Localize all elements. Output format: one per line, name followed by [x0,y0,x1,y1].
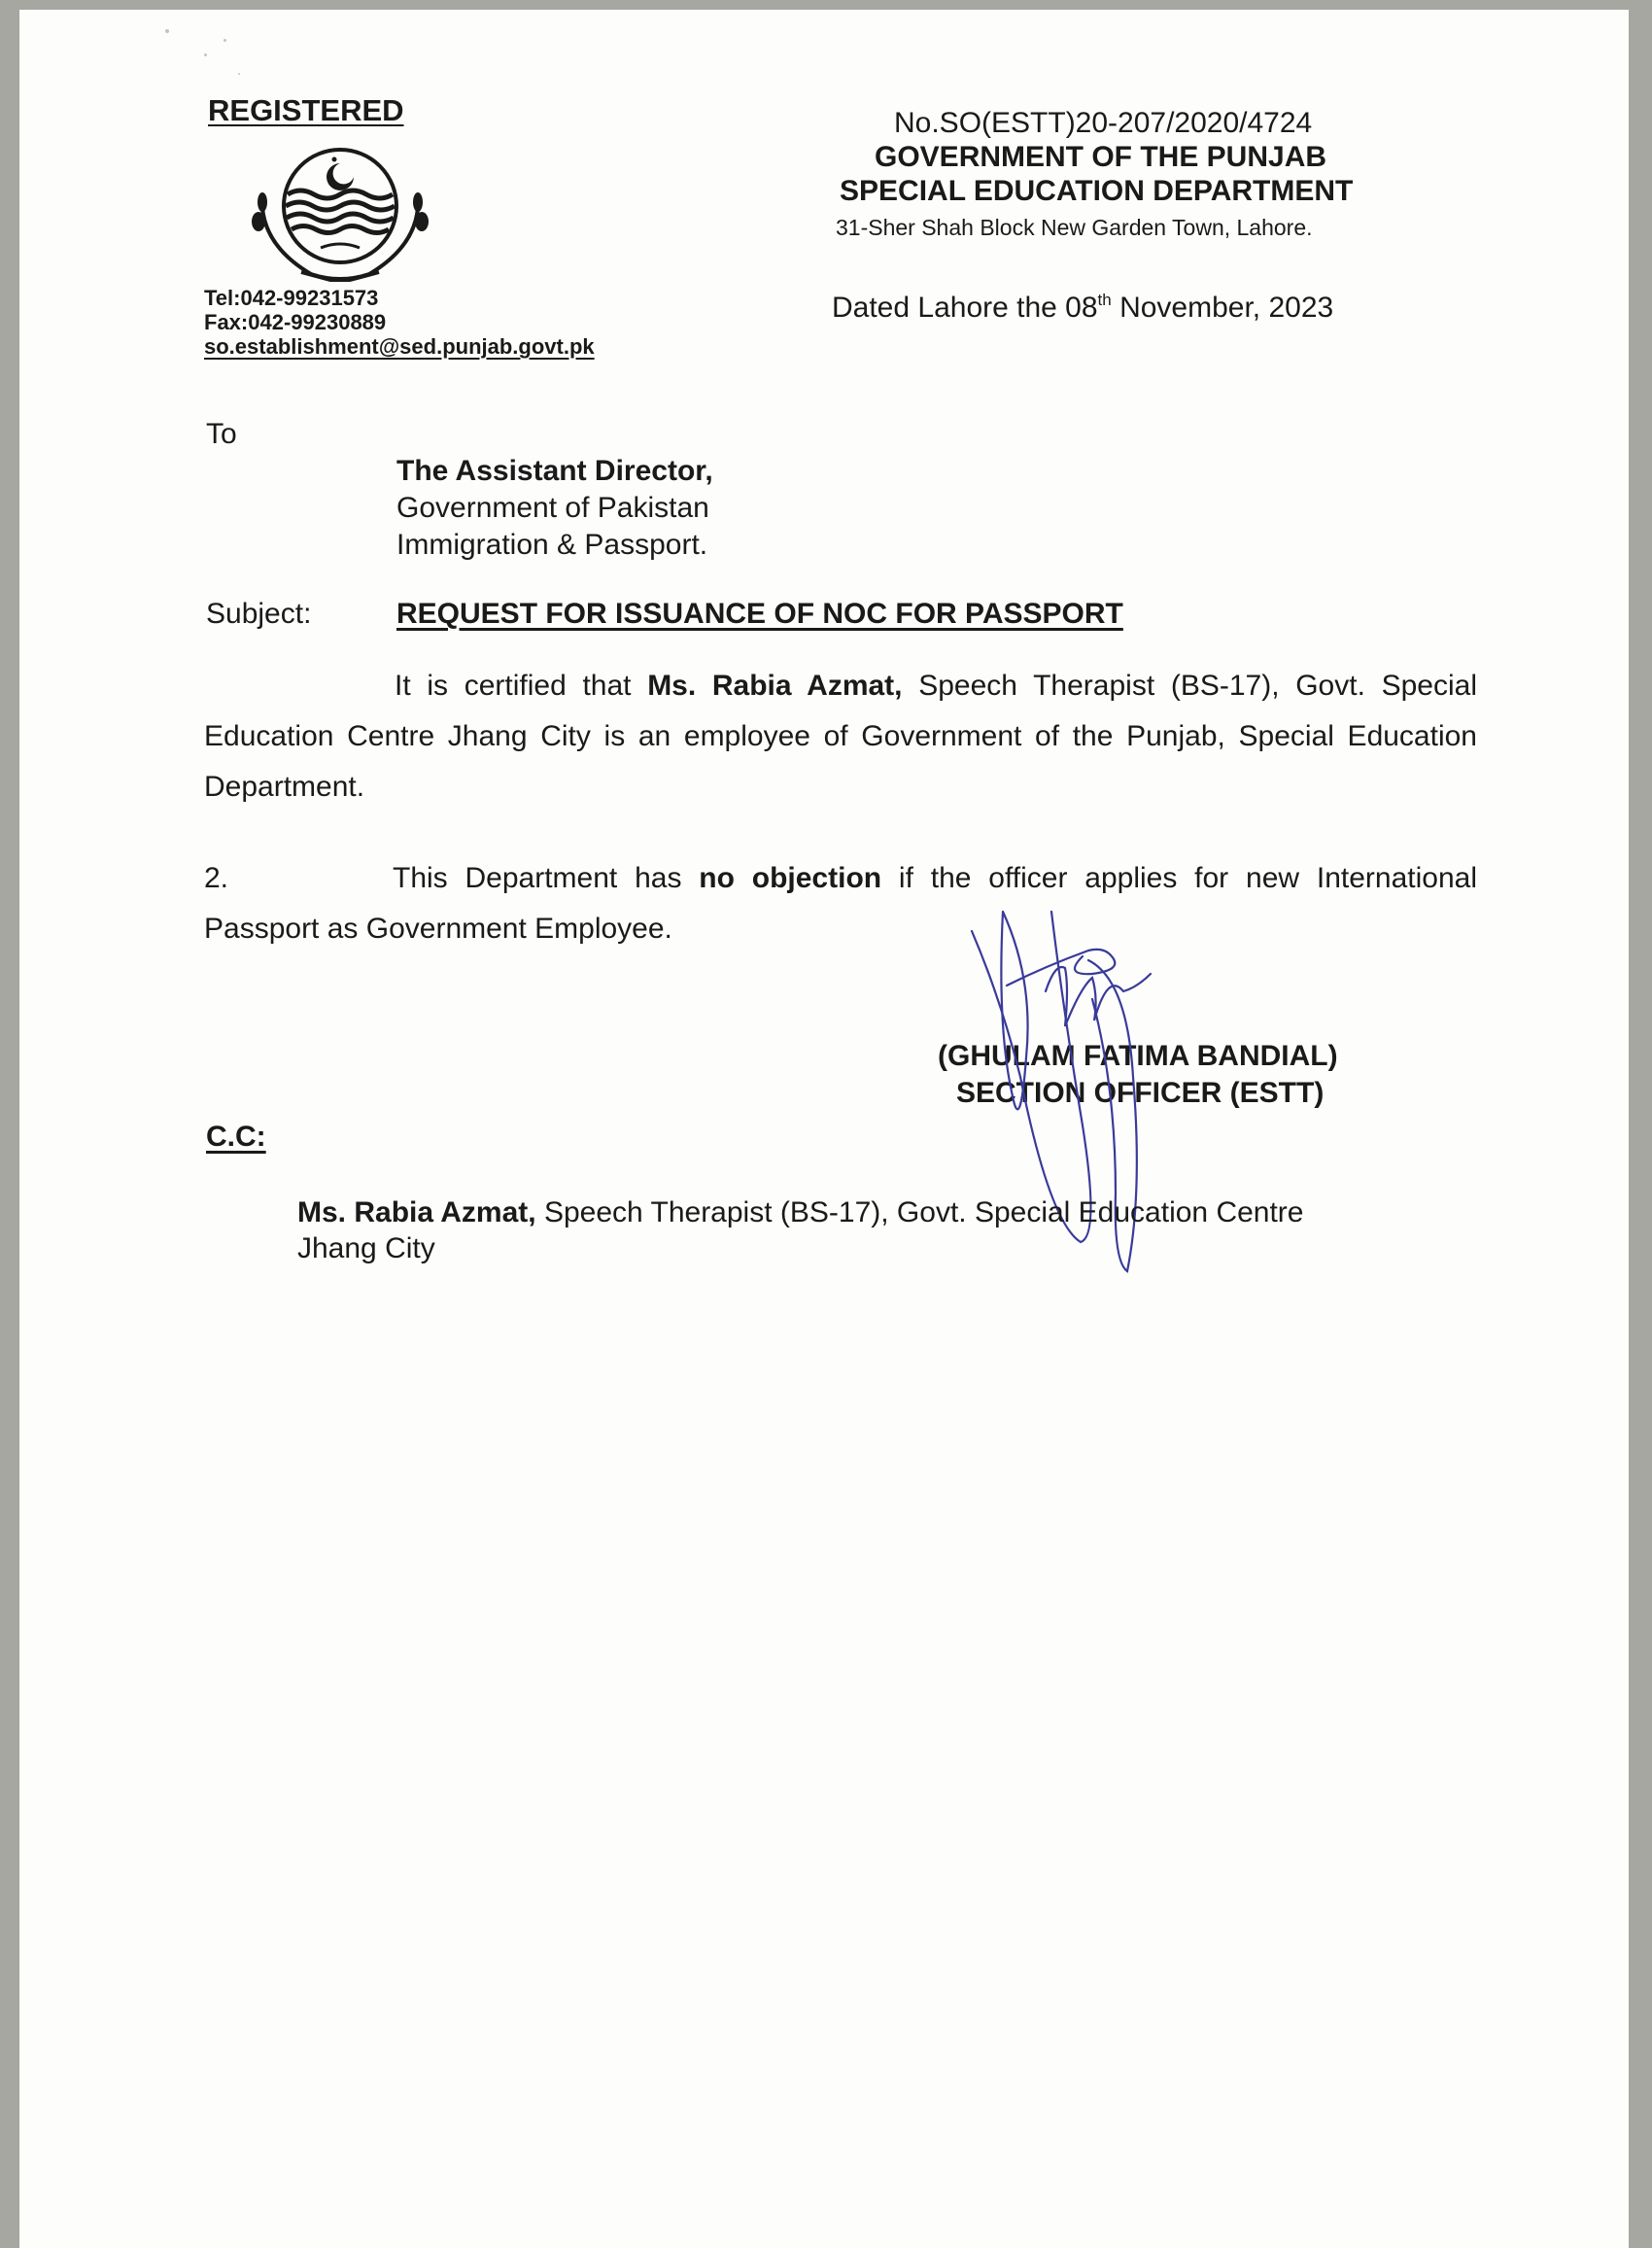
subject-text: REQUEST FOR ISSUANCE OF NOC FOR PASSPORT [396,598,1123,630]
paragraph-2 [204,853,1477,954]
letter-date [832,292,1333,325]
recipient-department: Immigration & Passport. [396,529,708,561]
cc-recipient-line-1 [297,1196,1303,1229]
recipient-title: The Assistant Director, [396,455,713,487]
letter-page [19,10,1629,2248]
punjab-government-emblem-icon [243,146,437,292]
date-suffix: November, 2023 [1111,292,1334,324]
paragraph-1 [204,661,1477,813]
recipient-organization: Government of Pakistan [396,492,709,524]
scan-speck [204,53,207,56]
registered-label: REGISTERED [208,93,404,127]
department-title: SPECIAL EDUCATION DEPARTMENT [840,175,1354,207]
signatory-name: (GHULAM FATIMA BANDIAL) [938,1040,1338,1072]
date-ordinal: th [1097,291,1112,309]
reference-number: No.SO(ESTT)20-207/2020/4724 [894,107,1313,139]
cc-recipient-name: Ms. Rabia Azmat, [297,1196,536,1228]
fax-number: Fax:042-99230889 [204,310,387,334]
para2-text-pre: This Department has [393,862,700,894]
employee-name: Ms. Rabia Azmat, [647,670,903,702]
paragraph-number: 2. [204,862,229,894]
telephone-number: Tel:042-99231573 [204,286,379,310]
scan-speck [238,73,240,75]
signatory-title: SECTION OFFICER (ESTT) [956,1077,1325,1109]
para2-text-post: if the officer applies for new International Passport as Government Employee. [204,862,1477,945]
scan-speck [224,39,226,42]
no-objection-text: no objection [699,862,882,894]
cc-recipient-line-2: Jhang City [297,1232,435,1264]
department-address: 31-Sher Shah Block New Garden Town, Lahore. [836,215,1313,240]
cc-recipient-details: Speech Therapist (BS-17), Govt. Special Education Centre [535,1196,1304,1228]
email-link[interactable]: so.establishment@sed.punjab.govt.pk [204,334,595,359]
subject-label: Subject: [206,598,312,630]
scan-speck [165,29,169,33]
to-label: To [206,418,237,450]
para1-text-pre: It is certified that [395,670,648,702]
date-prefix: Dated Lahore the 08 [832,292,1098,324]
government-title: GOVERNMENT OF THE PUNJAB [875,141,1327,173]
cc-label: C.C: [206,1121,266,1153]
para1-text-post: Speech Therapist (BS-17), Govt. Special Education Centre Jhang City is an employee of Government of the Punjab, Special Education Department. [204,670,1477,803]
